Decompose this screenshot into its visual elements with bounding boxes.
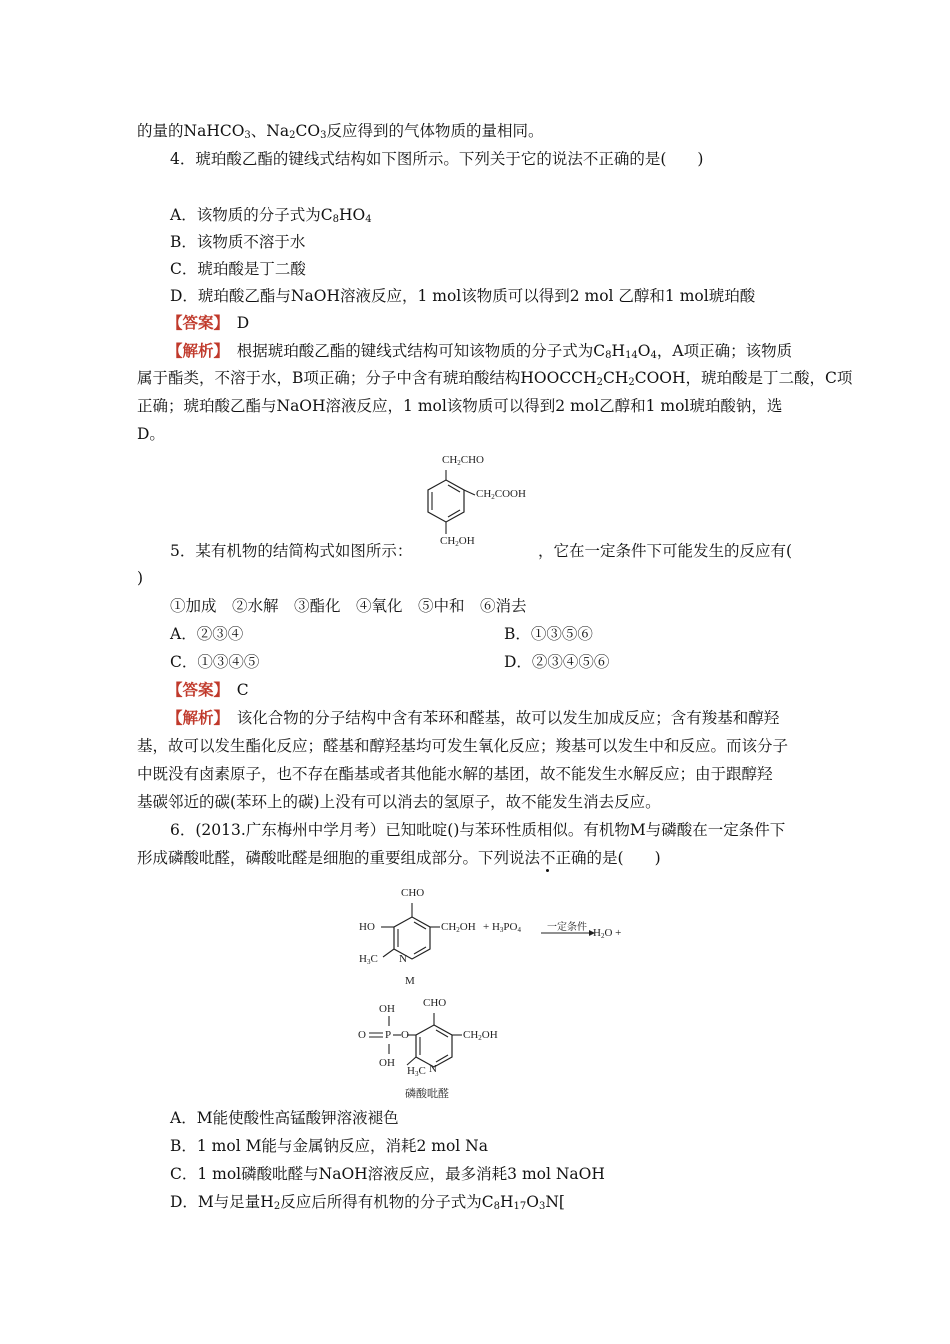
ch2oh-label: $CH_2OH$ <box>441 921 476 934</box>
q4-analysis-line4: D。 <box>137 425 165 443</box>
answer-tag: 【答案】 <box>167 680 222 699</box>
m-reaction-figure <box>355 885 645 995</box>
q4-answer: 【答案】 D <box>167 313 250 332</box>
pyridoxal-phosphate-figure <box>355 995 555 1105</box>
q6-stem-line1: 6．(2013.广东梅州中学月考）已知吡啶()与苯环性质相似。有机物M与磷酸在一定条件下 <box>170 821 786 839</box>
q6-option-c: C．1 mol磷酸吡醛与NaOH溶液反应，最多消耗3 mol NaOH <box>170 1165 605 1183</box>
ch2oh-label: $CH_2OH$ <box>463 1029 498 1042</box>
q5-analysis-line3: 中既没有卤素原子，也不存在酯基或者其他能水解的基团，故不能发生水解反应；由于跟醇羟 <box>137 765 773 783</box>
q5-structure-figure <box>412 450 552 555</box>
h3c-label: $H_3C$ <box>407 1065 426 1078</box>
cho-label: CHO <box>401 887 425 899</box>
intro-line: 的量的NaHCO$_3$、$Na_2CO_3$反应得到的气体物质的量相同。 <box>137 122 544 141</box>
ch2cho-label: $CH_2CHO$ <box>442 454 485 467</box>
q5-reactions: ①加成 ②水解 ③酯化 ④氧化 ⑤中和 ⑥消去 <box>170 597 527 615</box>
q5-stem-b: ，它在一定条件下可能发生的反应有( <box>538 542 793 560</box>
ho-label: HO <box>359 921 375 933</box>
cho-label: CHO <box>423 997 447 1009</box>
h3c-label: $H_3C$ <box>359 953 378 966</box>
q5-analysis-line1: 【解析】 该化合物的分子结构中含有苯环和醛基，故可以发生加成反应；含有羧基和醇羟 <box>167 708 780 727</box>
q4-option-d: D．琥珀酸乙酯与NaOH溶液反应，1 mol该物质可以得到2 mol 乙醇和1 mol琥珀酸 <box>170 287 756 305</box>
oh-bottom-label: OH <box>379 1057 395 1069</box>
q4-stem: 4．琥珀酸乙酯的键线式结构如下图所示。下列关于它的说法不正确的是( ) <box>170 150 704 168</box>
q5-stem-a: 5．某有机物的结简构式如图所示： <box>170 542 413 560</box>
oh-top-label: OH <box>379 1003 395 1015</box>
q5-analysis-line2: 基，故可以发生酯化反应；醛基和醇羟基均可发生氧化反应；羧基可以发生中和反应。而该分子 <box>137 737 789 755</box>
q5-option-d: D．②③④⑤⑥ <box>504 653 610 671</box>
ch2cooh-label: $CH_2COOH$ <box>476 488 526 501</box>
q5-option-a: A．②③④ <box>170 625 244 643</box>
q4-analysis-line1: 【解析】 根据琥珀酸乙酯的键线式结构可知该物质的分子式为$C_8H_{14}O_4$，A项正确；该物质 <box>167 341 793 361</box>
q6-option-a: A．M能使酸性高锰酸钾溶液褪色 <box>170 1109 399 1127</box>
h2o-label: $H_2O$ + <box>593 927 622 940</box>
q4-option-c: C．琥珀酸是丁二酸 <box>170 260 306 278</box>
q5-option-c: C．①③④⑤ <box>170 653 260 671</box>
q4-analysis-line2: 属于酯类，不溶于水，B项正确；分子中含有琥珀酸结构$HOOCCH_2CH_2COOH$，琥珀酸是丁二酸，C项 <box>137 369 853 388</box>
q6-option-d: D．M与足量$H_2$反应后所得有机物的分子式为$C_8H_{17}O_3N$[ <box>170 1193 565 1212</box>
pyridine-ring-diagram <box>355 885 645 995</box>
q6-stem-line2: 形成磷酸吡醛，磷酸吡醛是细胞的重要组成部分。下列说法不正确的是( ) <box>137 849 661 867</box>
q4-analysis-line3: 正确；琥珀酸乙酯与NaOH溶液反应，1 mol该物质可以得到2 mol乙醇和1 mol琥珀酸钠，选 <box>137 397 783 415</box>
analysis-tag: 【解析】 <box>167 708 222 727</box>
q5-option-b: B．①③⑤⑥ <box>504 625 593 643</box>
compound-m-label: M <box>405 975 415 987</box>
condition-label: 一定条件 <box>547 922 587 933</box>
n-label: N <box>399 953 407 965</box>
o-bridge-label: O <box>401 1029 409 1041</box>
analysis-tag: 【解析】 <box>167 341 222 360</box>
p-label: P <box>385 1029 392 1041</box>
q4-option-a: A．该物质的分子式为$C_8HO_4$ <box>170 206 372 225</box>
ch2oh-label: $CH_2OH$ <box>440 535 475 548</box>
n-label: N <box>429 1063 437 1075</box>
q5-answer: 【答案】 C <box>167 680 249 699</box>
answer-tag: 【答案】 <box>167 313 222 332</box>
o-double-label: O <box>358 1029 366 1041</box>
h3po4-label: + $H_3PO_4$ <box>483 921 521 934</box>
emphasis-not: 不 <box>540 849 556 867</box>
q5-analysis-line4: 基碳邻近的碳(苯环上的碳)上没有可以消去的氢原子，故不能发生消去反应。 <box>137 793 661 811</box>
q5-stem-c: ) <box>137 569 144 587</box>
q6-option-b: B．1 mol M能与金属钠反应，消耗2 mol Na <box>170 1137 488 1155</box>
compound-label: 磷酸吡醛 <box>405 1088 449 1100</box>
q4-option-b: B．该物质不溶于水 <box>170 233 306 251</box>
